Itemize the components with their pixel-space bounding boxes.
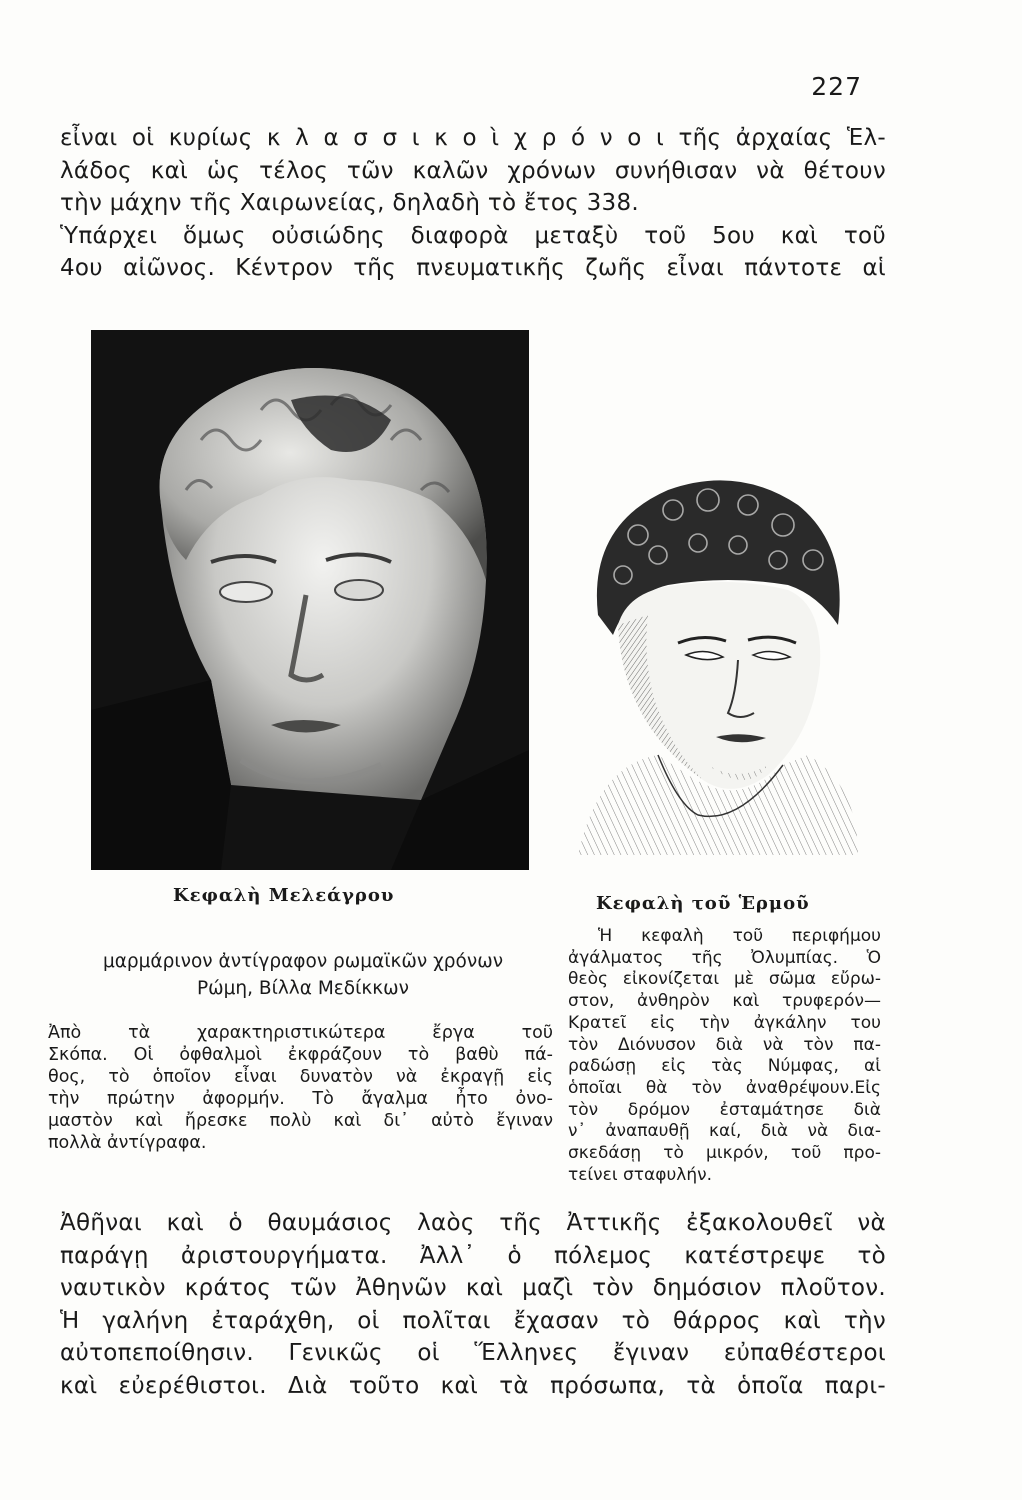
description-line: θος, τὸ ὁποῖον εἶναι δυνατὸν νὰ ἐκραγῇ εἰς xyxy=(48,1067,553,1087)
text-line: Ὑπάρχει ὅμως οὐσιώδης διαφορὰ μεταξὺ τοῦ 5ου καὶ τοῦ xyxy=(60,222,886,249)
description-line: ν᾿ ἀναπαυθῇ καί, διὰ νὰ δια- xyxy=(568,1121,881,1142)
text-line: παράγῃ ἀριστουργήματα. Ἀλλ᾿ ὁ πόλεμος κατέστρεψε τὸ xyxy=(60,1242,886,1269)
meleager-head-photo xyxy=(91,330,529,870)
hermes-head-engraving xyxy=(558,465,858,855)
description-line: θεὸς εἰκονίζεται μὲ σῶμα εὔρω- xyxy=(568,969,881,990)
subtitle-line: Ρώμη, Βίλλα Μεδίκκων xyxy=(196,978,409,999)
text-line: Ἡ γαλήνη ἐταράχθη, οἱ πολῖται ἔχασαν τὸ θάρρος καὶ τὴν xyxy=(60,1307,886,1334)
text-line: 4ου αἰῶνος. Κέντρον τῆς πνευματικῆς ζωῆς εἶναι πάντοτε αἱ xyxy=(60,255,886,281)
description-line: μαστὸν καὶ ἤρεσκε πολὺ καὶ δι᾿ αὐτὸ ἔγιναν xyxy=(48,1111,553,1131)
text-line: Ἀθῆναι καὶ ὁ θαυμάσιος λαὸς τῆς Ἀττικῆς ἐξακολουθεῖ νὰ xyxy=(60,1210,886,1236)
bottom-paragraph xyxy=(60,1207,886,1402)
description-line: Σκόπα. Οἱ ὀφθαλμοὶ ἐκφράζουν τὸ βαθὺ πά- xyxy=(48,1045,553,1065)
text-line: λάδος καὶ ὡς τέλος τῶν καλῶν χρόνων συνήθισαν νὰ θέτουν xyxy=(60,157,886,184)
page-number: 227 xyxy=(811,72,862,101)
description-line: ραδώσῃ εἰς τὰς Νύμφας, αἱ xyxy=(568,1056,881,1077)
hermes-head-image xyxy=(558,465,858,855)
figure-right-title: Κεφαλὴ τοῦ Ἑρμοῦ xyxy=(596,893,810,914)
figure-left-subtitle xyxy=(48,948,558,1002)
figure-right-description xyxy=(568,926,881,1186)
description-line: ἀγάλματος τῆς Ὀλυμπίας. Ὁ xyxy=(568,947,881,968)
description-line: Ἀπὸ τὰ χαρακτηριστικώτερα ἔργα τοῦ xyxy=(48,1023,553,1043)
text-line: τὴν μάχην τῆς Χαιρωνείας, δηλαδὴ τὸ ἔτος 338. xyxy=(60,190,640,216)
description-line: Ἡ κεφαλὴ τοῦ περιφήμου xyxy=(598,926,881,946)
description-line: ὁποῖαι θὰ τὸν ἀναθρέψουν.Εἰς xyxy=(568,1077,881,1098)
text-line: εἶναι οἱ κυρίως κ λ α σ σ ι κ ο ὶ χ ρ ό ν ο ι τῆς ἀρχαίας Ἑλ- xyxy=(60,125,886,151)
description-line: τὸν Διόνυσον διὰ νὰ τὸν πα- xyxy=(568,1034,881,1055)
top-paragraph xyxy=(60,122,886,285)
text-line: ναυτικὸν κράτος τῶν Ἀθηνῶν καὶ μαζὶ τὸν δημόσιον πλοῦτον. xyxy=(60,1275,886,1301)
text-line: αὐτοπεποίθησιν. Γενικῶς οἱ Ἕλληνες ἔγιναν εὐπαθέστεροι xyxy=(60,1340,886,1366)
description-line: πολλὰ ἀντίγραφα. xyxy=(48,1133,207,1153)
text-line: καὶ εὐερέθιστοι. Διὰ τοῦτο καὶ τὰ πρόσωπα, τὰ ὁποῖα παρι- xyxy=(60,1372,886,1399)
description-line: στον, ἀνθηρὸν καὶ τρυφερόν— xyxy=(568,991,881,1012)
meleager-head-image xyxy=(91,330,529,870)
description-line: σκεδάσῃ τὸ μικρόν, τοῦ προ- xyxy=(568,1143,881,1164)
figure-left-description xyxy=(48,1022,553,1154)
figure-left-title: Κεφαλὴ Μελεάγρου xyxy=(173,885,395,906)
subtitle-line: μαρμάρινον ἀντίγραφον ρωμαϊκῶν χρόνων xyxy=(102,951,504,972)
description-line: τὴν πρώτην ἀφορμήν. Τὸ ἄγαλμα ἦτο ὀνο- xyxy=(48,1089,553,1109)
description-line: τὸν δρόμον ἐσταμάτησε διὰ xyxy=(568,1099,881,1120)
description-line: τείνει σταφυλήν. xyxy=(568,1164,713,1185)
description-line: Κρατεῖ εἰς τὴν ἀγκάλην του xyxy=(568,1012,881,1033)
